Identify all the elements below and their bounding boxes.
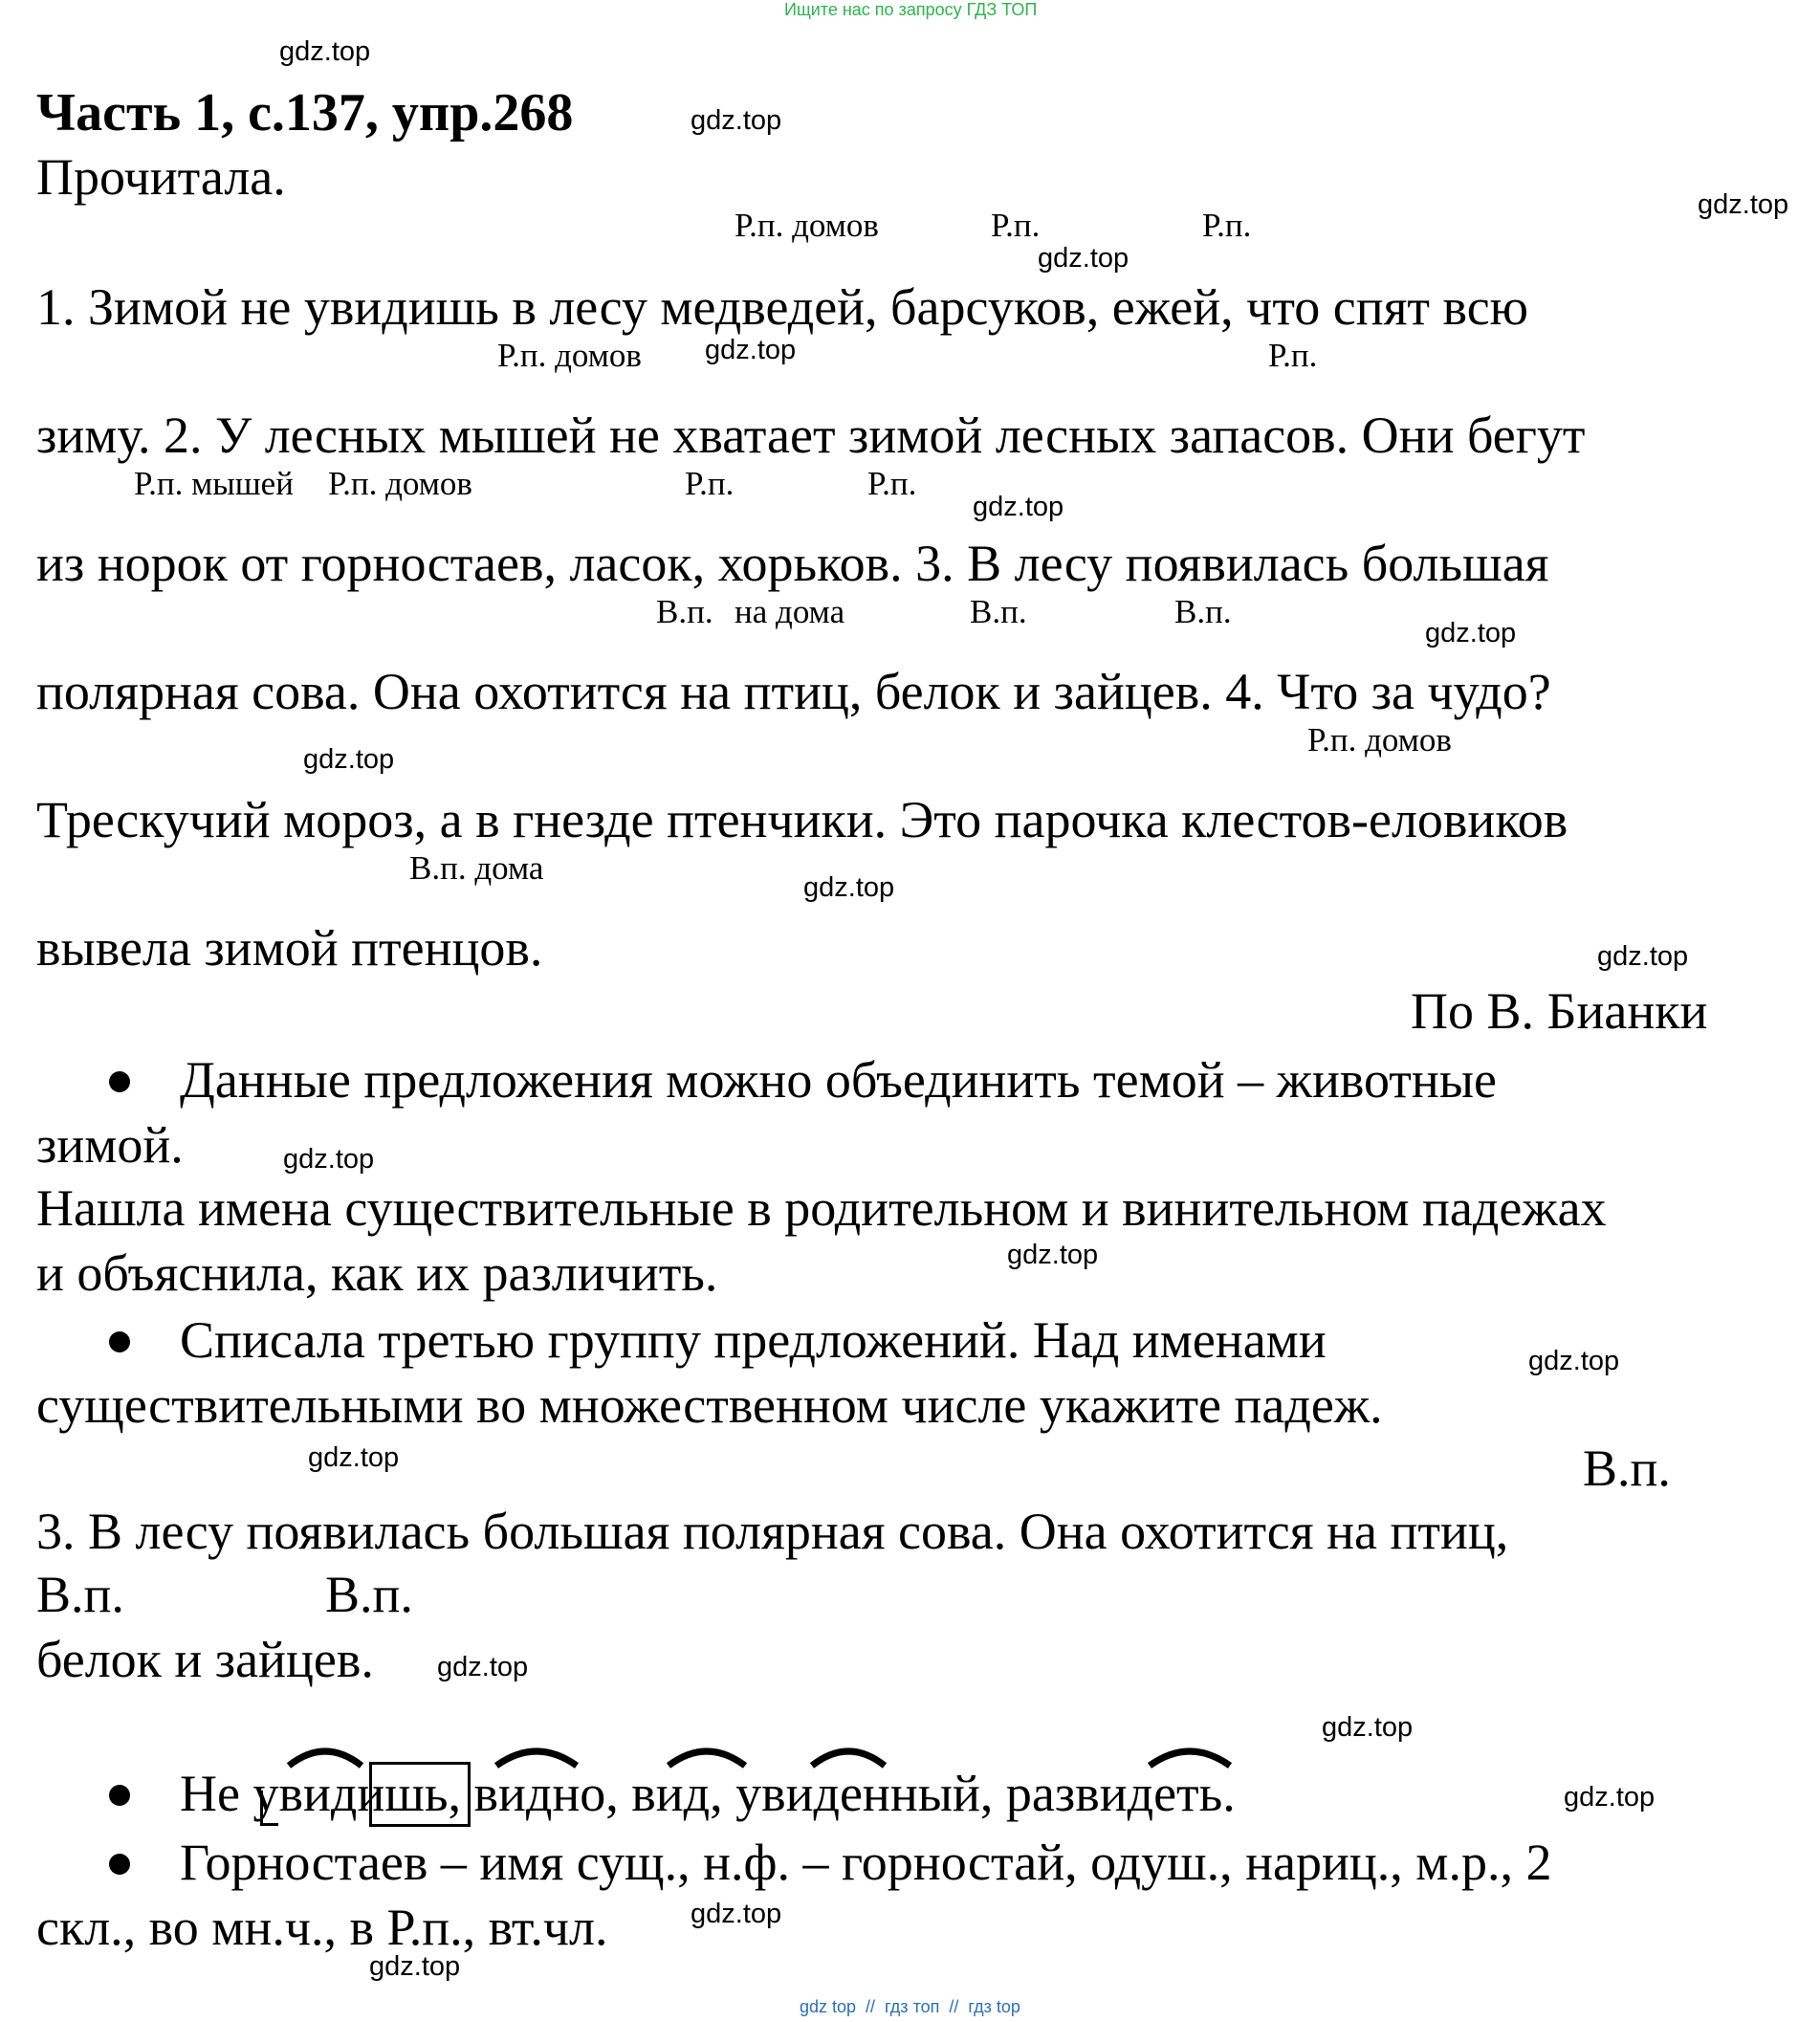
root-arc-icon xyxy=(808,1743,888,1771)
case-annotation: В.п. xyxy=(325,1566,413,1623)
case-annotation: В.п. xyxy=(1583,1440,1671,1497)
bullet-text: скл., во мн.ч., в Р.п., вт.чл. xyxy=(36,1899,608,1956)
bullet-text: Горностаев – имя сущ., н.ф. – горностай, одуш., нариц., м.р., 2 xyxy=(180,1834,1552,1891)
copied-text-line: белок и зайцев. xyxy=(36,1631,374,1688)
text-line: вывела зимой птенцов. xyxy=(36,919,543,977)
watermark: gdz.top xyxy=(705,335,797,365)
case-annotation: Р.п. домов xyxy=(497,337,642,374)
footer: gdz top // гдз топ // гдз top xyxy=(800,1997,1020,2016)
watermark: gdz.top xyxy=(1528,1346,1620,1376)
case-annotation: Р.п. xyxy=(1202,207,1252,244)
case-annotation: Р.п. мышей xyxy=(134,465,294,502)
paragraph: и объяснила, как их различить. xyxy=(36,1244,718,1302)
case-annotation: Р.п. xyxy=(1268,337,1318,374)
bullet-text: Данные предложения можно объединить темой – животные xyxy=(180,1051,1498,1109)
text-line: 1. Зимой не увидишь в лесу медведей, барсуков, ежей, что спят всю xyxy=(36,278,1529,336)
word-root: увид xyxy=(252,1765,358,1822)
watermark: gdz.top xyxy=(691,1899,782,1929)
case-annotation: В.п. xyxy=(36,1566,124,1623)
watermark: gdz.top xyxy=(279,36,371,67)
word-parse-line xyxy=(180,1765,1236,1822)
bullet-dot xyxy=(109,1331,130,1352)
watermark: gdz.top xyxy=(369,1951,461,1982)
word-ending: ишь xyxy=(357,1765,449,1822)
watermark: gdz.top xyxy=(1597,941,1689,972)
case-annotation: Р.п. xyxy=(685,465,735,502)
watermark: gdz.top xyxy=(1425,618,1517,648)
watermark: gdz.top xyxy=(437,1652,529,1682)
case-annotation: В.п. xyxy=(656,593,713,630)
bullet-text: существительными во множественном числе укажите падеж. xyxy=(36,1376,1383,1434)
text-line: Трескучий мороз, а в гнезде птенчики. Это парочка клестов-еловиков xyxy=(36,791,1568,848)
watermark: gdz.top xyxy=(691,105,782,136)
bullet-dot xyxy=(109,1071,130,1092)
read-line: Прочитала. xyxy=(36,148,286,206)
root-arc-icon xyxy=(285,1743,365,1771)
text-line: из норок от горностаев, ласок, хорьков. 3. В лесу появилась большая xyxy=(36,535,1549,592)
root-arc-icon xyxy=(665,1743,749,1771)
bullet-dot xyxy=(109,1785,130,1806)
case-annotation: Р.п. домов xyxy=(1307,721,1452,758)
watermark: gdz.top xyxy=(1007,1240,1099,1270)
text-line: зиму. 2. У лесных мышей не хватает зимой лесных запасов. Они бегут xyxy=(36,407,1586,464)
root-arc-icon xyxy=(493,1743,581,1771)
prefix-mark-icon xyxy=(260,1791,278,1826)
root-arc-icon xyxy=(1146,1743,1234,1771)
case-annotation: Р.п. xyxy=(991,207,1041,244)
case-annotation: В.п. xyxy=(970,593,1027,630)
case-annotation: Р.п. домов xyxy=(328,465,472,502)
bullet-text: зимой. xyxy=(36,1116,184,1174)
author: По В. Бианки xyxy=(1411,982,1708,1040)
copied-text-line: 3. В лесу появилась большая полярная сова. Она охотится на птиц, xyxy=(36,1503,1509,1560)
bullet-dot xyxy=(109,1854,130,1875)
watermark: gdz.top xyxy=(1698,189,1789,220)
page-title: Часть 1, с.137, упр.268 xyxy=(36,83,574,143)
case-annotation: В.п. xyxy=(1174,593,1232,630)
word-ne: Не xyxy=(180,1765,240,1822)
watermark: gdz.top xyxy=(1038,243,1129,274)
case-annotation: Р.п. xyxy=(867,465,917,502)
case-annotation: на дома xyxy=(735,593,845,630)
watermark: gdz.top xyxy=(283,1144,375,1175)
case-annotation: Р.п. домов xyxy=(735,207,879,244)
watermark: gdz.top xyxy=(303,744,395,775)
ending-box-icon xyxy=(369,1762,471,1827)
watermark: gdz.top xyxy=(1564,1782,1656,1813)
text-line: полярная сова. Она охотится на птиц, белок и зайцев. 4. Что за чудо? xyxy=(36,663,1551,720)
watermark: gdz.top xyxy=(1322,1712,1414,1743)
word-rest: , видно, вид, увиденный, развидеть. xyxy=(448,1765,1236,1822)
watermark: gdz.top xyxy=(973,492,1064,522)
bullet-text: Списала третью группу предложений. Над именами xyxy=(180,1311,1327,1369)
paragraph: Нашла имена существительные в родительном и винительном падежах xyxy=(36,1179,1607,1237)
watermark: gdz.top xyxy=(308,1442,400,1473)
watermark: gdz.top xyxy=(803,872,895,903)
top-notice: Ищите нас по запросу ГДЗ ТОП xyxy=(784,0,1038,19)
case-annotation: В.п. дома xyxy=(409,849,544,887)
